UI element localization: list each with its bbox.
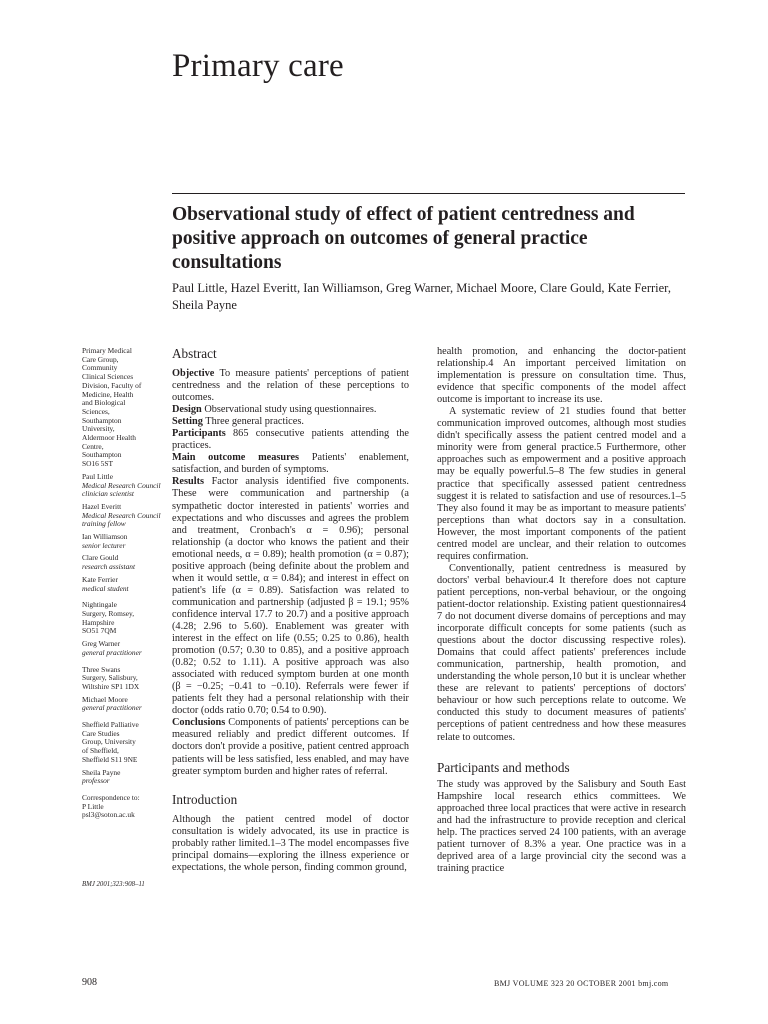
article-title: Observational study of effect of patient centredness and positive approach on outcomes of general practice consultations xyxy=(172,204,635,273)
outcome-text: Patients' enablement, satisfaction, and burden of symptoms. xyxy=(172,452,409,476)
affiliation-line: Southampton xyxy=(82,415,122,425)
affiliation-line: and Biological xyxy=(82,398,126,408)
abstract-conclusions xyxy=(172,717,409,777)
abstract-outcomes xyxy=(172,452,409,476)
affiliation-line: Hampshire xyxy=(82,617,115,627)
affiliation-line: Surgery, Romsey, xyxy=(82,608,135,618)
author-michael-moore xyxy=(82,696,162,713)
participants-text: 865 consecutive patients attending the practices. xyxy=(172,428,409,452)
body-paragraph-1: health promotion, and enhancing the doctor-patient relationship.4 An important perceived limitation on implementation is pressure on consultation time. Thus, evidence that specific components of the model affect outcome is important to increase its use. xyxy=(437,346,686,406)
author-name: Paul Little xyxy=(82,471,113,481)
affiliation-line: Wiltshire SP1 1DX xyxy=(82,681,140,691)
affiliation-line: Nightingale xyxy=(82,600,117,610)
affiliation-line: Correspondence to: xyxy=(82,792,140,802)
title-divider xyxy=(172,193,685,194)
affiliation-line: Three Swans xyxy=(82,664,121,674)
author-name: Kate Ferrier xyxy=(82,574,118,584)
author-clare-gould xyxy=(82,554,162,571)
abstract-design xyxy=(172,404,409,416)
affiliation-line: Group, University xyxy=(82,737,136,747)
affiliation-line: Care Studies xyxy=(82,728,120,738)
author-ian-williamson xyxy=(82,533,162,550)
affiliation-line: Division, Faculty of xyxy=(82,380,142,390)
abstract-setting xyxy=(172,416,409,428)
setting-text: Three general practices. xyxy=(202,416,304,428)
author-hazel-everitt xyxy=(82,503,162,529)
author-role: Medical Research Council clinician scientist xyxy=(82,480,161,499)
left-column xyxy=(172,346,409,874)
outcome-label: Main outcome measures xyxy=(172,452,300,464)
affiliation-line: P Little xyxy=(82,801,104,811)
affiliation-line: University, xyxy=(82,424,115,434)
design-text: Observational study using questionnaires. xyxy=(201,404,377,416)
author-sheila-payne xyxy=(82,769,162,786)
affiliation-line: SO51 7QM xyxy=(82,626,117,636)
author-role: general practitioner xyxy=(82,647,142,657)
author-role: professor xyxy=(82,776,110,786)
conclusions-label: Conclusions xyxy=(172,717,226,729)
author-list: Paul Little, Hazel Everitt, Ian Williamson, Greg Warner, Michael Moore, Clare Gould, Kate Ferrier, Sheila Payne xyxy=(172,281,671,312)
affiliation-line: psl3@soton.ac.uk xyxy=(82,810,135,820)
author-name: Michael Moore xyxy=(82,694,128,704)
author-kate-ferrier xyxy=(82,576,162,593)
affiliation-three-swans xyxy=(82,666,162,692)
author-affiliations xyxy=(82,347,162,824)
affiliation-line: Centre, xyxy=(82,441,104,451)
abstract-heading: Abstract xyxy=(172,346,217,361)
affiliation-line: Sheffield Palliative xyxy=(82,720,139,730)
author-paul-little xyxy=(82,473,162,499)
author-greg-warner xyxy=(82,640,162,657)
affiliation-sheffield xyxy=(82,721,162,765)
affiliation-line: Southampton xyxy=(82,450,122,460)
affiliation-line: Sciences, xyxy=(82,406,110,416)
author-name: Ian Williamson xyxy=(82,532,128,542)
affiliation-nightingale xyxy=(82,601,162,636)
correspondence xyxy=(82,794,162,820)
affiliation-line: Primary Medical xyxy=(82,346,132,355)
affiliation-line: Community xyxy=(82,363,118,373)
results-label: Results xyxy=(172,476,205,488)
page-number: 908 xyxy=(82,977,97,988)
introduction-heading: Introduction xyxy=(172,791,238,807)
author-name: Sheila Payne xyxy=(82,767,121,777)
abstract-results xyxy=(172,476,409,717)
participants-label: Participants xyxy=(172,428,226,440)
affiliation-line: Sheffield S11 9NE xyxy=(82,754,138,764)
author-role: senior lecturer xyxy=(82,540,126,550)
affiliation-line: of Sheffield, xyxy=(82,746,119,756)
author-role: medical student xyxy=(82,583,129,593)
methods-paragraph: The study was approved by the Salisbury and South East Hampshire local research ethics committees. We approached three local practices that were active in research and had the infrastructure to provide reception and clerical help. The practices served 24 100 patients, with an average patient turnover of 8.3% a year. One practice was in a deprived area of a large provincial city the second was a training practice xyxy=(437,778,686,874)
journal-citation: BMJ 2001;323:908–11 xyxy=(82,881,145,888)
body-paragraph-3: Conventionally, patient centredness is measured by doctors' verbal behaviour.4 It therefore does not capture patient perceptions, non-verbal behaviour, or the ongoing patient-doctor relationship. Existing patient questionnaires4 7 do not document diverse domains of perceptions and may incorporate difficult concepts for some patients (such as questions about the doctor discussing respective roles). Domains that could affect patients' preferences include communication, partnership, health promotion, and understanding the whole person,10 but it is unclear whether these are relevant to patients' perceptions of doctors' behaviour or how such perceptions relate to outcome. We conducted this study to document measures of patients' perceptions of patient centredness and how these measures relate to outcomes. xyxy=(437,562,686,743)
author-name: Greg Warner xyxy=(82,639,121,649)
affiliation-line: SO16 5ST xyxy=(82,459,114,469)
journal-footer: BMJ VOLUME 323 20 OCTOBER 2001 bmj.com xyxy=(494,979,669,988)
setting-label: Setting xyxy=(172,416,203,428)
conclusions-text: Components of patients' perceptions can be measured reliably and predict different outcomes. If doctors don't provide a positive, patient centred approach patients will be less satisfied, less enabled, and may have greater symptom burden and higher rates of referral. xyxy=(172,717,409,777)
affiliation-line: Aldermoor Health xyxy=(82,433,136,443)
abstract-participants xyxy=(172,428,409,452)
abstract-objective xyxy=(172,368,409,404)
author-name: Hazel Everitt xyxy=(82,501,122,511)
affiliation-line: Medicine, Health xyxy=(82,389,134,399)
results-text: Factor analysis identified five components. These were communication and partnership (a sympathetic doctor interested in patients' worries and expectations and who discusses and agrees the problem and treatment, Cronbach's α = 0.96); personal relationship (a doctor who knows the patient and their emotional needs, α = 0.89); health promotion (α = 0.87); positive approach (being definite about the problem and when it would settle, α = 0.84); and interest in effect on patient's life (α = 0.89). Satisfaction was related to communication and partnership (adjusted β = 19.1; 95% confidence interval 17.7 to 20.7) and a positive approach (4.28; 2.96 to 5.60). Enablement was greater with interest in the effect on life (0.55; 0.25 to 0.86), health promotion (0.57; 0.30 to 0.85), and a positive approach (0.82; 0.52 to 1.11). A positive approach was also associated with reduced symptom burden at one month (β = −0.25; −0.41 to −0.10). Referrals were fewer if patients felt they had a personal relationship with their doctor (odds ratio 0.70; 0.54 to 0.90). xyxy=(172,476,409,717)
author-role: Medical Research Council training fellow xyxy=(82,510,161,529)
introduction-paragraph: Although the patient centred model of doctor consultation is widely advocated, its use in practice is probably rather limited.1–3 The model encompasses five principal domains—exploring the illness experience or expectations, the whole person, finding common ground, xyxy=(172,813,409,873)
right-column xyxy=(437,346,686,875)
design-label: Design xyxy=(172,404,202,416)
affiliation-line: Surgery, Salisbury, xyxy=(82,673,138,683)
affiliation-line: Care Group, xyxy=(82,354,119,364)
author-role: general practitioner xyxy=(82,703,142,713)
participants-methods-heading: Participants and methods xyxy=(437,759,570,775)
author-role: research assistant xyxy=(82,562,136,572)
section-title: Primary care xyxy=(172,48,344,84)
affiliation-line: Clinical Sciences xyxy=(82,372,134,382)
body-paragraph-2: A systematic review of 21 studies found that better communication improved outcomes, although most studies didn't specifically assess the patient centred model and a minority were from general practice.5 Furthermore, other approaches such as empowerment and a positive approach may be equally powerful.5–8 The few studies in general practice that specifically assessed patient centredness suggest it is related to satisfaction and use of resources.1–5 They also found it may be as important to measure patients' perceptions than what doctors say in a consultation. However, the most important components of the patient centred model are unclear, and their relation to outcomes requires confirmation. xyxy=(437,406,686,562)
objective-text: To measure patients' perceptions of patient centredness and the relation of these perceptions to outcomes. xyxy=(172,368,409,404)
affiliation-southampton xyxy=(82,347,162,469)
author-name: Clare Gould xyxy=(82,553,119,563)
objective-label: Objective xyxy=(172,368,215,379)
